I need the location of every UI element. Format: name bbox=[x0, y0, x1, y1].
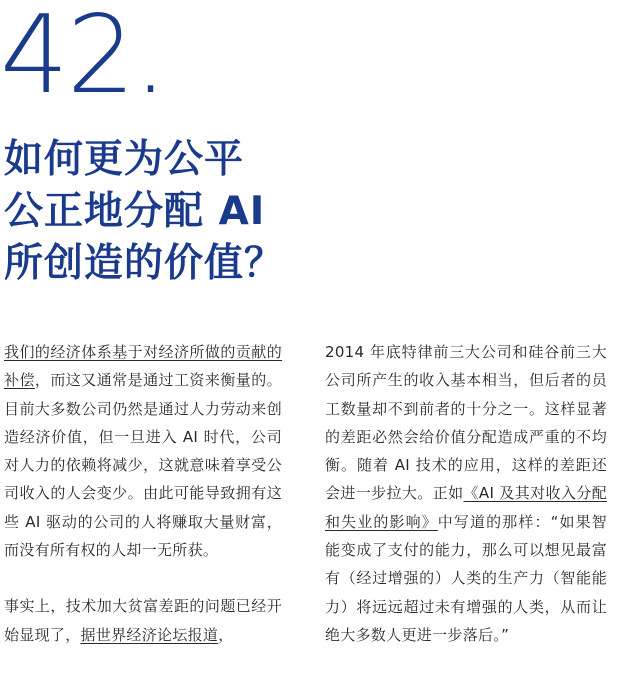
left-paragraph-2 bbox=[4, 592, 282, 649]
chapter-number: 42. bbox=[0, 0, 166, 118]
left-paragraph-1 bbox=[4, 338, 282, 564]
wef-report-link[interactable]: 据世界经济论坛报道 bbox=[80, 625, 219, 644]
left-paragraph-2-tail: ， bbox=[218, 625, 234, 644]
chapter-title-line-3: 所创造的价值？ bbox=[4, 241, 285, 286]
right-column bbox=[325, 338, 607, 677]
ai-income-distribution-link[interactable]: 《AI 及其对收入分配和失业的影响》 bbox=[325, 484, 607, 531]
left-paragraph-2-text: 事实上，技术加大贫富差距的问题已经开始显现了， bbox=[4, 597, 282, 644]
left-paragraph-1-text: ，而这又通常是通过工资来衡量的。目前大多数公司仍然是通过人力劳动来创造经济价值，但一旦进入 AI 时代，公司对人力的依赖将减少，这就意味着享受公司收入的人会变少。由此可能导致拥有这些 AI 驱动的公司的人将赚取大量财富，而没有所有权的人却一无所获。 bbox=[4, 371, 282, 560]
left-column bbox=[4, 338, 282, 677]
chapter-title bbox=[4, 134, 284, 290]
right-paragraph-1-after: 中写道的那样：“如果智能变成了支付的能力，那么可以想见最富有（经过增强的）人类的生产力（智能能力）将远远超过未有增强的人类，从而让绝大多数人更进一步落后。” bbox=[325, 512, 607, 644]
contribution-link[interactable]: 我们的经济体系基于对经济所做的贡献的补偿 bbox=[4, 343, 282, 390]
right-paragraph-1 bbox=[325, 338, 607, 649]
chapter-title-line-1: 如何更为公平 bbox=[4, 137, 245, 182]
right-paragraph-1-before: 2014 年底特律前三大公司和硅谷前三大公司所产生的收入基本相当，但后者的员工数量却不到前者的十分之一。这样显著的差距必然会给价值分配造成严重的不均衡。随着 AI 技术的应用，这样的差距还会进一步拉大。正如 bbox=[325, 343, 607, 503]
chapter-title-line-2: 公正地分配 AI bbox=[4, 189, 266, 234]
